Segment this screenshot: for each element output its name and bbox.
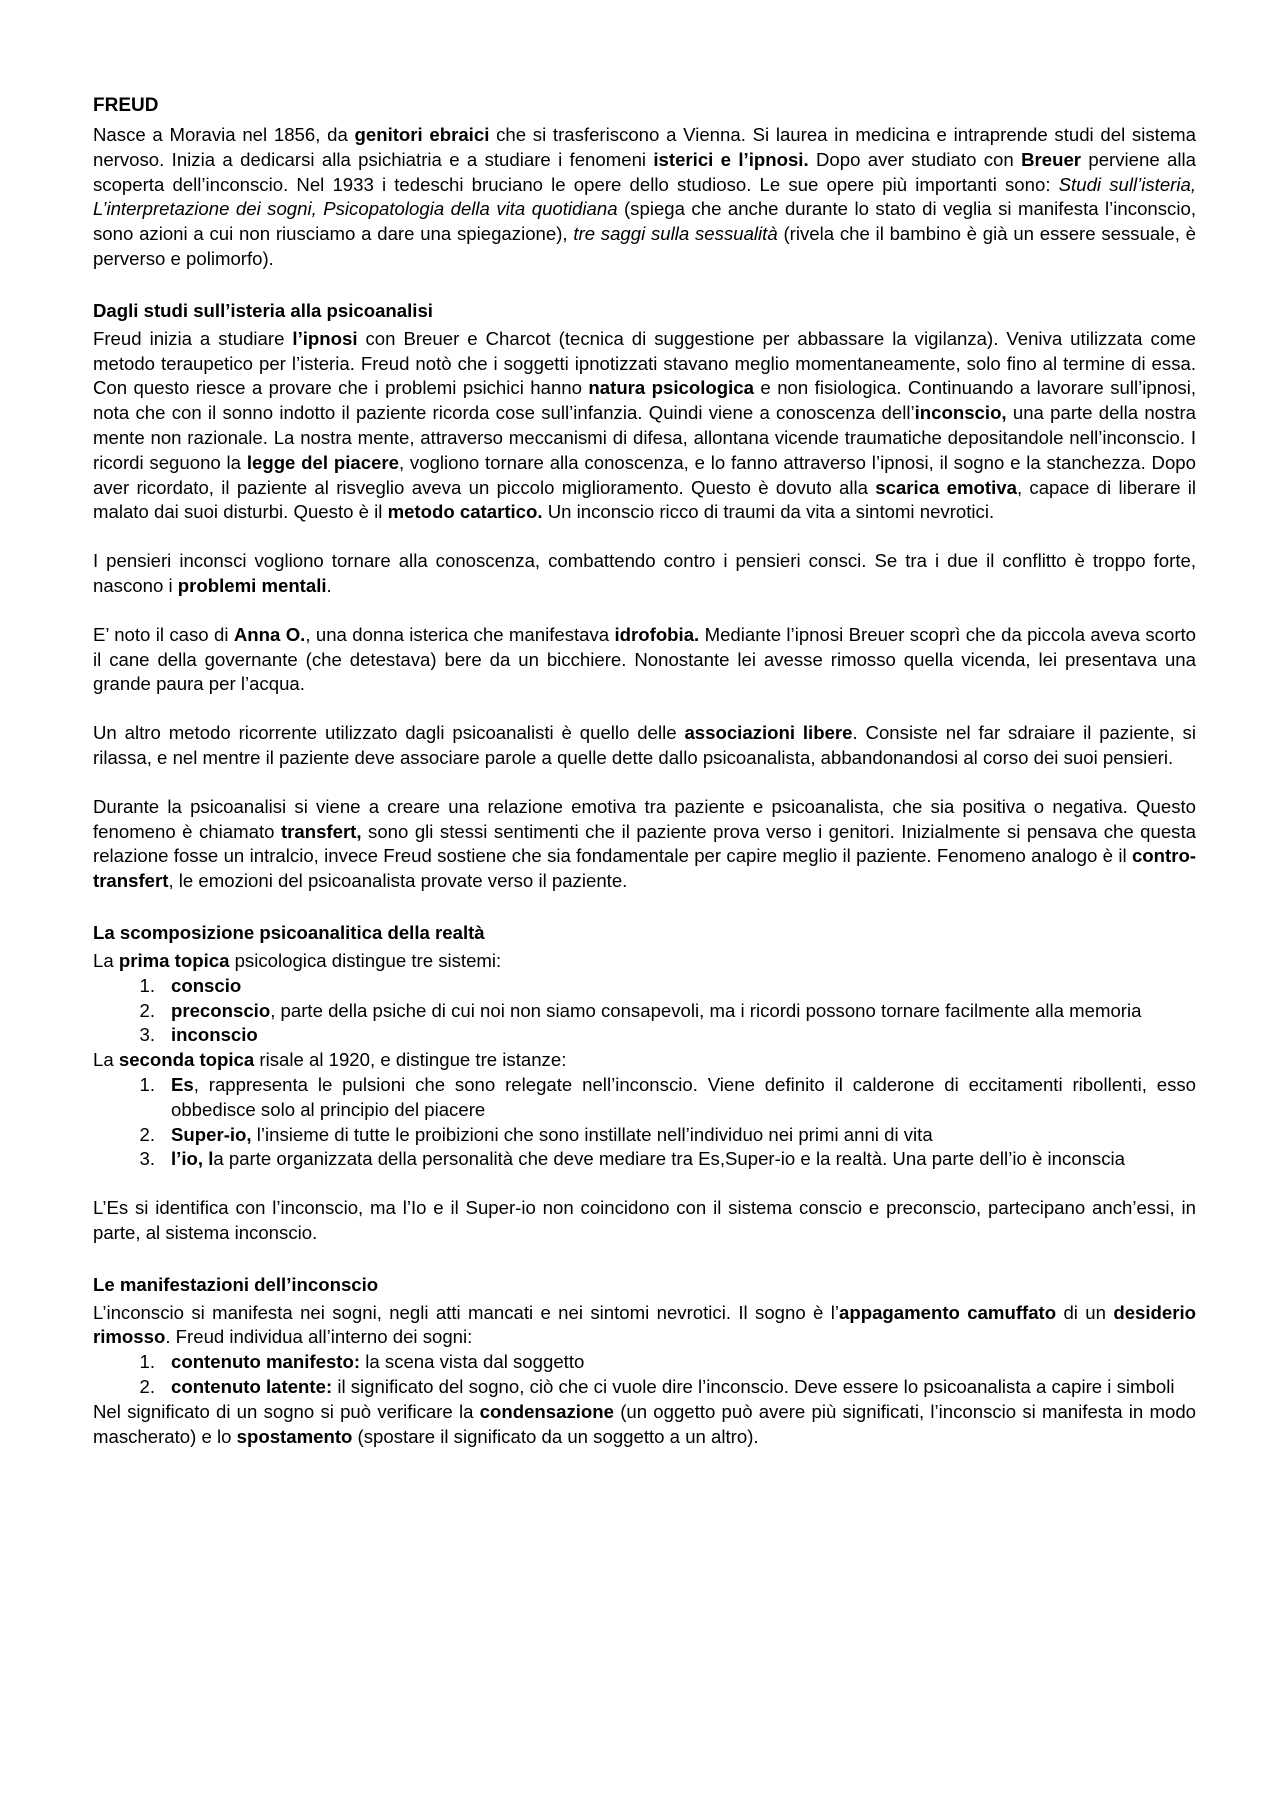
bold-term: inconscio	[171, 1024, 258, 1046]
text-run: , parte della psiche di cui noi non siamo consapevoli, ma i ricordi possono tornare facilmente alla memoria	[270, 999, 1142, 1021]
numbered-list	[93, 1073, 1196, 1172]
text-run: La	[93, 949, 119, 971]
text-run: perviene alla scoperta dell’inconscio. Nel 1933 i tedeschi bruciano le opere dello studioso. Le sue opere più importanti sono:	[93, 148, 1196, 195]
text-run: il significato del sogno, ciò che ci vuole dire l’inconscio. Deve essere lo psicoanalista a capire i simboli	[332, 1376, 1175, 1398]
paragraph	[93, 1400, 1196, 1450]
list-number: 1.	[139, 1073, 155, 1095]
text-run: (spiega che anche durante lo stato di veglia si manifesta l’inconscio, sono azioni a cui non riusciamo a dare una spiegazione),	[93, 198, 1196, 245]
bold-term: legge del piacere	[246, 451, 399, 473]
text-run: Durante la psicoanalisi si viene a creare una relazione emotiva tra paziente e psicoanalista, che sia positiva o negativa. Questo fenomeno è chiamato	[93, 795, 1196, 842]
text-run: una parte della nostra mente non razionale. La nostra mente, attraverso meccanismi di difesa, allontana vicende traumatiche depositandole nell’inconscio. I ricordi seguono la	[93, 402, 1197, 473]
bold-term: conscio	[171, 974, 242, 996]
text-run: . Consiste nel far sdraiare il paziente, si rilassa, e nel mentre il paziente deve associare parole a quelle dette dallo psicoanalista, abbandonandosi al corso dei suoi pensieri.	[93, 722, 1196, 768]
list-number: 1.	[139, 974, 155, 996]
text-run: a parte organizzata della personalità che deve mediare tra Es,Super-io e la realtà. Una parte dell’io è inconscia	[213, 1148, 1125, 1170]
text-run: , rappresenta le pulsioni che sono relegate nell’inconscio. Viene definito il calderone di eccitamenti ribollenti, esso obbedisce solo al principio del piacere	[171, 1073, 1196, 1120]
list-item	[93, 1123, 1196, 1148]
bold-term: contenuto manifesto:	[171, 1351, 361, 1373]
spacer	[93, 771, 1196, 795]
list-number: 2.	[139, 999, 155, 1021]
page-title: FREUD	[93, 95, 159, 116]
text-run: , le emozioni del psicoanalista provate verso il paziente.	[168, 870, 628, 892]
italic-work-title: tre saggi sulla sessualità	[573, 223, 778, 245]
bold-term: condensazione	[479, 1400, 614, 1422]
list-item	[93, 1350, 1196, 1375]
text-run: Mediante l’ipnosi Breuer scoprì che da piccola aveva scorto il cane della governante (che detestava) bere da un bicchiere. Nonostante lei avesse rimosso quella vicenda, lei presentava una grande paura per l’acqua.	[93, 623, 1197, 695]
paragraph	[93, 1301, 1196, 1351]
list-number: 3.	[139, 1024, 155, 1046]
list-item	[93, 1073, 1196, 1123]
bold-term: inconscio,	[914, 402, 1007, 424]
text-run: e non fisiologica. Continuando a lavorare sull’ipnosi, nota che con il sonno indotto il paziente ricorda cose sull’infanzia. Quindi viene a conoscenza dell’	[93, 377, 1196, 424]
paragraph	[93, 795, 1196, 894]
bold-term: contro-transfert	[93, 845, 1196, 892]
spacer	[93, 697, 1196, 721]
list-item	[93, 974, 1196, 999]
bold-term: natura psicologica	[588, 377, 754, 399]
text-run: (un oggetto può avere più significati, l’inconscio si manifesta in modo mascherato) e lo	[93, 1400, 1196, 1447]
text-run: , una donna isterica che manifestava	[305, 623, 615, 645]
bold-term: genitori ebraici	[354, 124, 490, 145]
text-run: (rivela che il bambino è già un essere sessuale, è perverso e polimorfo).	[93, 223, 1196, 269]
text-run: Dopo aver studiato con	[808, 148, 1022, 170]
text-run: l’insieme di tutte le proibizioni che sono instillate nell’individuo nei primi anni di vita	[251, 1123, 933, 1145]
text-run: con Breuer e Charcot (tecnica di suggestione per abbassare la vigilanza). Veniva utilizzata come metodo teraupetico per l’isteria. Freud notò che i soggetti ipnotizzati stavano meglio momentaneamente, solo fino al termine di essa. Con questo riesce a provare che i problemi psichici hanno	[93, 327, 1196, 399]
bold-term: problemi mentali	[177, 574, 327, 596]
bold-term: transfert,	[280, 820, 362, 842]
list-number: 1.	[139, 1351, 155, 1373]
intro-paragraph	[93, 123, 1196, 272]
text-run: di un	[1056, 1301, 1114, 1323]
section-heading: La scomposizione psicoanalitica della realtà	[93, 921, 485, 943]
bold-term: idrofobia.	[614, 623, 700, 645]
text-run: I pensieri inconsci vogliono tornare alla conoscenza, combattendo contro i pensieri consci. Se tra i due il conflitto è troppo forte, nascono i	[93, 550, 1196, 596]
bold-term: Es	[171, 1073, 194, 1095]
spacer	[93, 599, 1196, 623]
bold-term: scarica emotiva	[875, 476, 1017, 498]
paragraph	[93, 327, 1196, 525]
bold-term: contenuto latente:	[171, 1376, 333, 1398]
text-run: la scena vista dal soggetto	[360, 1351, 585, 1373]
spacer	[93, 1246, 1196, 1272]
text-run: La	[93, 1049, 119, 1071]
list-item	[93, 999, 1196, 1024]
text-run: E’ noto il caso di	[93, 623, 234, 645]
text-run: sono gli stessi sentimenti che il paziente prova verso i genitori. Inizialmente si pensava che questa relazione fosse un intralcio, invece Freud sostiene che sia fondamentale per capire meglio il paziente. Fenomeno analogo è il	[93, 820, 1196, 867]
list-number: 3.	[139, 1148, 155, 1170]
list-item	[93, 1023, 1196, 1048]
bold-term: Anna O.	[233, 623, 306, 645]
bold-term: desiderio rimosso	[93, 1301, 1197, 1348]
text-run: , vogliono tornare alla conoscenza, e lo fanno attraverso l’ipnosi, il sogno e la stanchezza. Dopo aver ricordato, il paziente al risveglio aveva un piccolo miglioramento. Questo è dovuto alla	[93, 451, 1196, 498]
text-run: (spostare il significato da un soggetto a un altro).	[352, 1425, 759, 1447]
spacer	[93, 525, 1196, 549]
numbered-list	[93, 974, 1196, 1048]
list-item	[93, 1147, 1196, 1172]
text-run: Nel significato di un sogno si può verificare la	[93, 1400, 480, 1422]
bold-term: seconda topica	[118, 1049, 255, 1071]
spacer	[93, 272, 1196, 298]
list-number: 2.	[139, 1123, 155, 1145]
bold-term: appagamento camuffato	[839, 1301, 1057, 1323]
list-number: 2.	[139, 1376, 155, 1398]
bold-term: prima topica	[118, 949, 230, 971]
paragraph	[93, 1048, 1196, 1073]
bold-term: isterici e l’ipnosi.	[653, 148, 809, 170]
text-run: L’inconscio si manifesta nei sogni, negli atti mancati e nei sintomi nevrotici. Il sogno è l’	[93, 1301, 840, 1323]
text-run: che si trasferiscono a Vienna. Si laurea in medicina e intraprende studi del sistema nervoso. Inizia a dedicarsi alla psichiatria e a studiare i fenomeni	[93, 124, 1196, 170]
bold-term: l’ipnosi	[292, 327, 358, 349]
bold-term: associazioni libere	[684, 722, 853, 744]
text-run: Un altro metodo ricorrente utilizzato dagli psicoanalisti è quello delle	[93, 722, 685, 744]
text-run: Nasce a Moravia nel 1856, da	[93, 124, 355, 145]
paragraph	[93, 549, 1196, 599]
text-run: .	[326, 574, 332, 596]
text-run: Un inconscio ricco di traumi da vita a sintomi nevrotici.	[542, 501, 995, 523]
paragraph	[93, 721, 1196, 771]
bold-term: Super-io,	[171, 1123, 252, 1145]
spacer	[93, 1172, 1196, 1196]
bold-term: Breuer	[1021, 148, 1082, 170]
paragraph	[93, 949, 1196, 974]
section-heading: Dagli studi sull’isteria alla psicoanalisi	[93, 299, 433, 321]
section-heading: Le manifestazioni dell’inconscio	[93, 1273, 379, 1295]
text-run: Freud inizia a studiare	[93, 327, 293, 349]
italic-work-titles: Studi sull’isteria, L’interpretazione dei sogni, Psicopatologia della vita quotidiana	[93, 173, 1196, 220]
text-run: . Freud individua all’interno dei sogni:	[165, 1326, 473, 1348]
bold-term: metodo catartico.	[387, 501, 543, 523]
list-item	[93, 1375, 1196, 1400]
bold-term: l’io, l	[171, 1148, 214, 1170]
bold-term: spostamento	[236, 1425, 353, 1447]
paragraph: L’Es si identifica con l’inconscio, ma l’Io e il Super-io non coincidono con il sistema conscio e preconscio, partecipano anch’essi, in parte, al sistema inconscio.	[93, 1197, 1196, 1243]
bold-term: preconscio	[171, 999, 271, 1021]
text-run: risale al 1920, e distingue tre istanze:	[254, 1049, 567, 1071]
paragraph	[93, 623, 1196, 697]
spacer	[93, 894, 1196, 920]
text-run: , capace di liberare il malato dai suoi disturbi. Questo è il	[93, 476, 1197, 523]
numbered-list	[93, 1350, 1196, 1400]
text-run: psicologica distingue tre sistemi:	[229, 949, 502, 971]
